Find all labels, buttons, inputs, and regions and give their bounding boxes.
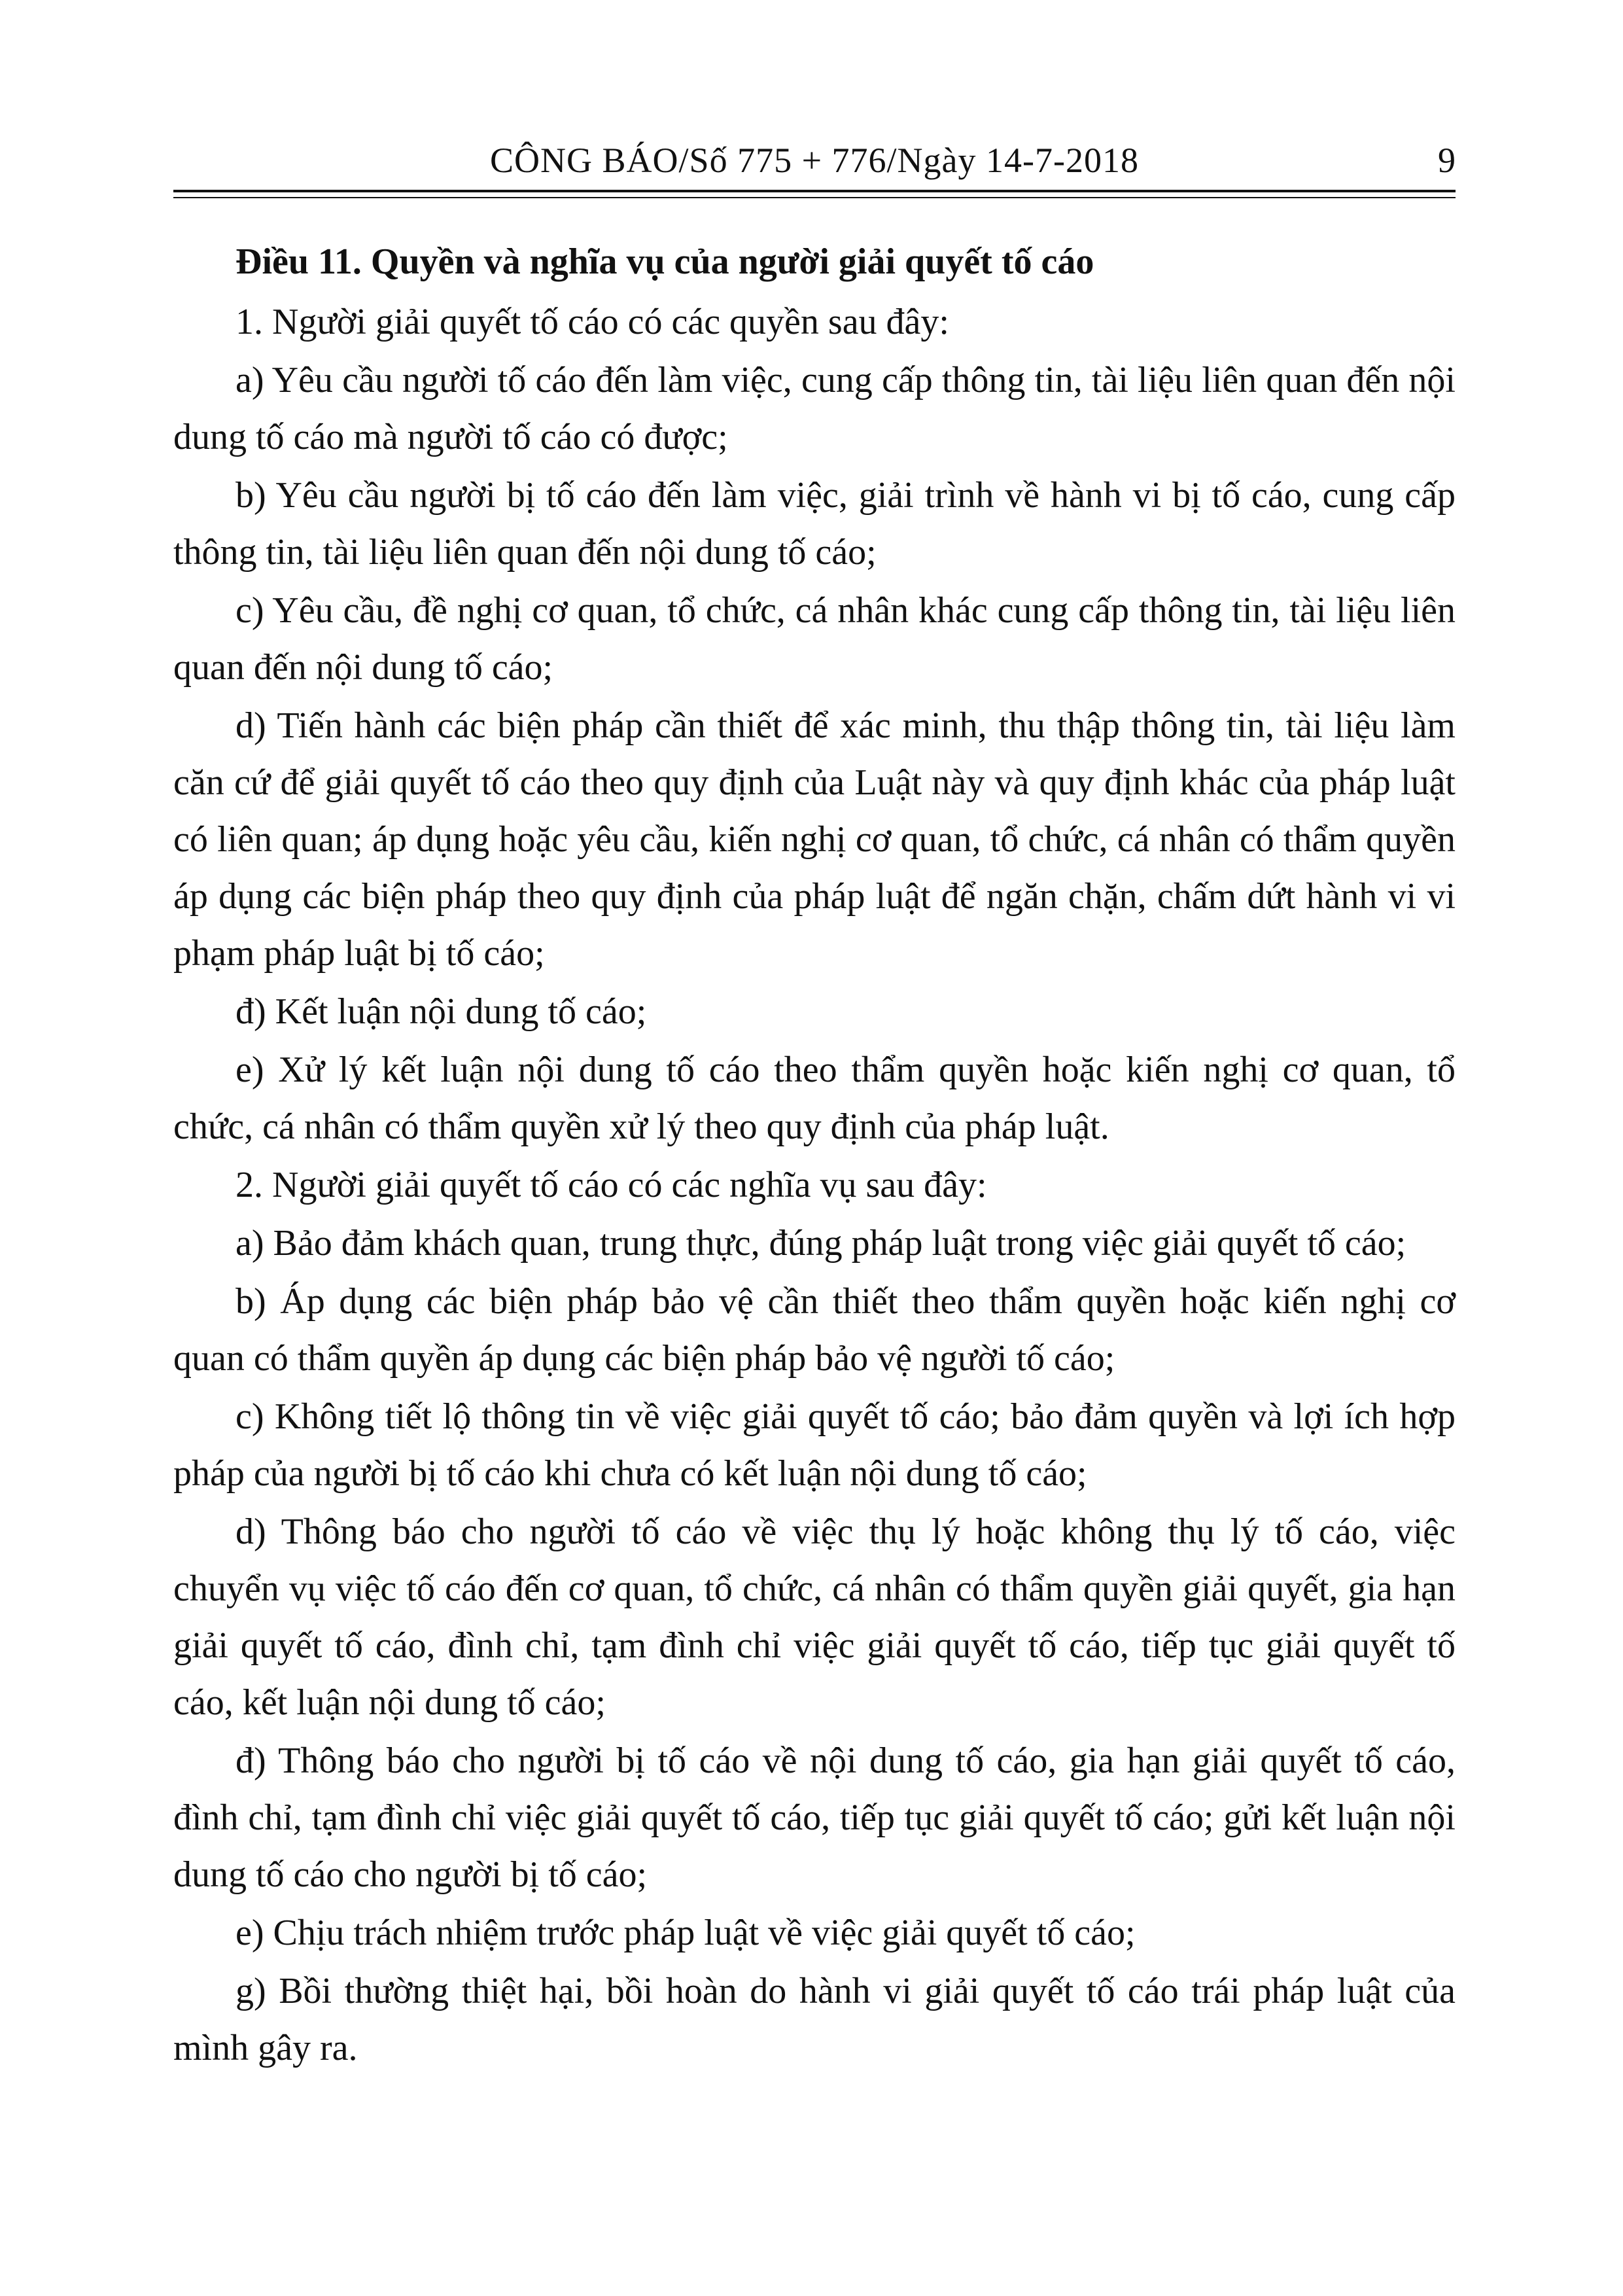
paragraph: e) Xử lý kết luận nội dung tố cáo theo thẩm quyền hoặc kiến nghị cơ quan, tổ chức, cá nhân có thẩm quyền xử lý theo quy định của pháp luật. [173,1050,1456,1147]
paragraph: g) Bồi thường thiệt hại, bồi hoàn do hành vi giải quyết tố cáo trái pháp luật của mình gây ra. [173,1971,1456,2068]
paragraph: b) Áp dụng các biện pháp bảo vệ cần thiết theo thẩm quyền hoặc kiến nghị cơ quan có thẩm quyền áp dụng các biện pháp bảo vệ người tố cáo; [173,1281,1456,1379]
paragraph: 1. Người giải quyết tố cáo có các quyền sau đây: [236,302,949,342]
paragraph: d) Tiến hành các biện pháp cần thiết để xác minh, thu thập thông tin, tài liệu làm căn cứ để giải quyết tố cáo theo quy định của Luật này và quy định khác của pháp luật có liên quan; áp dụng hoặc yêu cầu, kiến nghị cơ quan, tổ chức, cá nhân có thẩm quyền áp dụng các biện pháp theo quy định của pháp luật để ngăn chặn, chấm dứt hành vi vi phạm pháp luật bị tố cáo; [173,705,1456,974]
paragraph: b) Yêu cầu người bị tố cáo đến làm việc, giải trình về hành vi bị tố cáo, cung cấp thông tin, tài liệu liên quan đến nội dung tố cáo; [173,475,1456,573]
paragraph: c) Yêu cầu, đề nghị cơ quan, tổ chức, cá nhân khác cung cấp thông tin, tài liệu liên quan đến nội dung tố cáo; [173,590,1456,688]
paragraph: 2. Người giải quyết tố cáo có các nghĩa vụ sau đây: [236,1165,987,1205]
paragraph: a) Yêu cầu người tố cáo đến làm việc, cung cấp thông tin, tài liệu liên quan đến nội dung tố cáo mà người tố cáo có được; [173,360,1456,457]
article-title: Điều 11. Quyền và nghĩa vụ của người giải quyết tố cáo [236,241,1094,282]
page-number: 9 [1438,141,1456,180]
paragraph: đ) Kết luận nội dung tố cáo; [236,991,647,1032]
page-header [173,134,1456,186]
header-rule-thick [173,190,1456,192]
paragraph: c) Không tiết lộ thông tin về việc giải quyết tố cáo; bảo đảm quyền và lợi ích hợp pháp của người bị tố cáo khi chưa có kết luận nội dung tố cáo; [173,1396,1456,1494]
paragraph: e) Chịu trách nhiệm trước pháp luật về việc giải quyết tố cáo; [236,1913,1136,1953]
header-rule-thin [173,197,1456,198]
paragraph: đ) Thông báo cho người bị tố cáo về nội dung tố cáo, gia hạn giải quyết tố cáo, đình chỉ, tạm đình chỉ việc giải quyết tố cáo, tiếp tục giải quyết tố cáo; gửi kết luận nội dung tố cáo cho người bị tố cáo; [173,1740,1456,1895]
paragraph: a) Bảo đảm khách quan, trung thực, đúng pháp luật trong việc giải quyết tố cáo; [236,1223,1406,1263]
header-title: CÔNG BÁO/Số 775 + 776/Ngày 14-7-2018 [490,141,1139,180]
article-body [173,232,1456,2078]
paragraph: d) Thông báo cho người tố cáo về việc thụ lý hoặc không thụ lý tố cáo, việc chuyển vụ việc tố cáo đến cơ quan, tổ chức, cá nhân có thẩm quyền giải quyết, gia hạn giải quyết tố cáo, đình chỉ, tạm đình chỉ việc giải quyết tố cáo, tiếp tục giải quyết tố cáo, kết luận nội dung tố cáo; [173,1511,1456,1723]
